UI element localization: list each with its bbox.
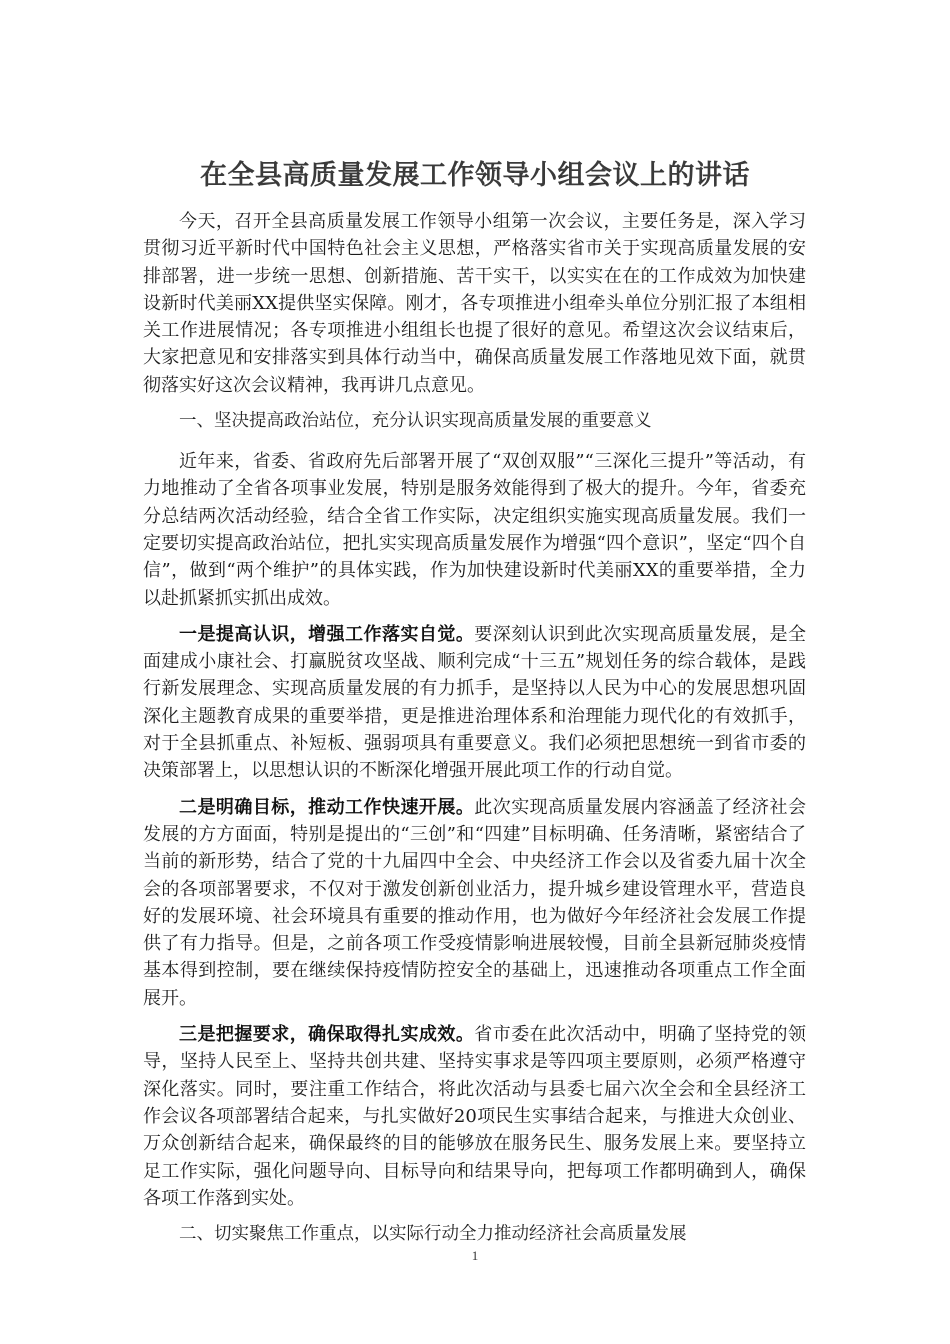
- section-heading-2: 二、切实聚焦工作重点，以实际行动全力推动经济社会高质量发展: [179, 1224, 687, 1245]
- point-2-lead: 二是明确目标，推动工作快速开展。: [179, 796, 475, 818]
- document-title: 在全县高质量发展工作领导小组会议上的讲话: [200, 160, 750, 191]
- page-number: 1: [471, 1248, 479, 1263]
- point-1-lead: 一是提高认识，增强工作落实自觉。: [179, 623, 475, 645]
- document-body: [143, 208, 806, 1261]
- point-3-body: 省市委在此次活动中，明确了坚持党的领导，坚持人民至上、坚持共创共建、坚持实事求是等四项主要原则，必须严格遵守深化落实。同时，要注重工作结合，将此次活动与县委七届六次全会和全县经济工作会议各项部署结合起来，与扎实做好20项民生实事结合起来，与推进大众创业、万众创新结合起来，确保最终的目的能够放在服务民生、服务发展上来。要坚持立足工作实际，强化问题导向、目标导向和结果导向，把每项工作都明确到人，确保各项工作落到实处。: [143, 1024, 807, 1209]
- point-2-paragraph: [143, 794, 806, 1012]
- section-heading-1: 一、坚决提高政治站位，充分认识实现高质量发展的重要意义: [179, 411, 652, 432]
- point-3-lead: 三是把握要求，确保取得扎实成效。: [179, 1024, 475, 1046]
- point-2-body: 此次实现高质量发展内容涵盖了经济社会发展的方方面面，特别是提出的“三创”和“四建”目标明确、任务清晰，紧密结合了当前的新形势，结合了党的十九届四中全会、中央经济工作会以及省委九届十次全会的各项部署要求，不仅对于激发创新创业活力，提升城乡建设管理水平，营造良好的发展环境、社会环境具有重要的推动作用，也为做好今年经济社会发展工作提供了有力指导。但是，之前各项工作受疫情影响进展较慢，目前全县新冠肺炎疫情基本得到控制，要在继续保持疫情防控安全的基础上，迅速推动各项重点工作全面展开。: [143, 796, 807, 1009]
- point-3-paragraph: [143, 1021, 806, 1212]
- section-1-paragraph: 近年来，省委、省政府先后部署开展了“双创双服”“三深化三提升”等活动，有力地推动了全省各项事业发展，特别是服务效能得到了极大的提升。今年，省委充分总结两次活动经验，结合全省工作实际，决定组织实施实现高质量发展。我们一定要切实提高政治站位，把扎实实现高质量发展作为增强“四个意识”，坚定“四个自信”，做到“两个维护”的具体实践，作为加快建设新时代美丽XX的重要举措，全力以赴抓紧抓实抓出成效。: [143, 451, 806, 609]
- intro-paragraph: 今天，召开全县高质量发展工作领导小组第一次会议，主要任务是，深入学习贯彻习近平新时代中国特色社会主义思想，严格落实省市关于实现高质量发展的安排部署，进一步统一思想、创新措施、苦干实干，以实实在在的工作成效为加快建设新时代美丽XX提供坚实保障。刚才，各专项推进小组牵头单位分别汇报了本组相关工作进展情况；各专项推进小组组长也提了很好的意见。希望这次会议结束后，大家把意见和安排落实到具体行动当中，确保高质量发展工作落地见效下面，就贯彻落实好这次会议精神，我再讲几点意见。: [143, 211, 806, 396]
- point-1-paragraph: [143, 621, 806, 785]
- point-1-body: 要深刻认识到此次实现高质量发展，是全面建成小康社会、打赢脱贫攻坚战、顺利完成“十三五”规划任务的综合载体，是践行新发展理念、实现高质量发展的有力抓手，是坚持以人民为中心的发展思想巩固深化主题教育成果的重要举措，更是推进治理体系和治理能力现代化的有效抓手，对于全县抓重点、补短板、强弱项具有重要意义。我们必须把思想统一到省市委的决策部署上，以思想认识的不断深化增强开展此项工作的行动自觉。: [143, 623, 807, 782]
